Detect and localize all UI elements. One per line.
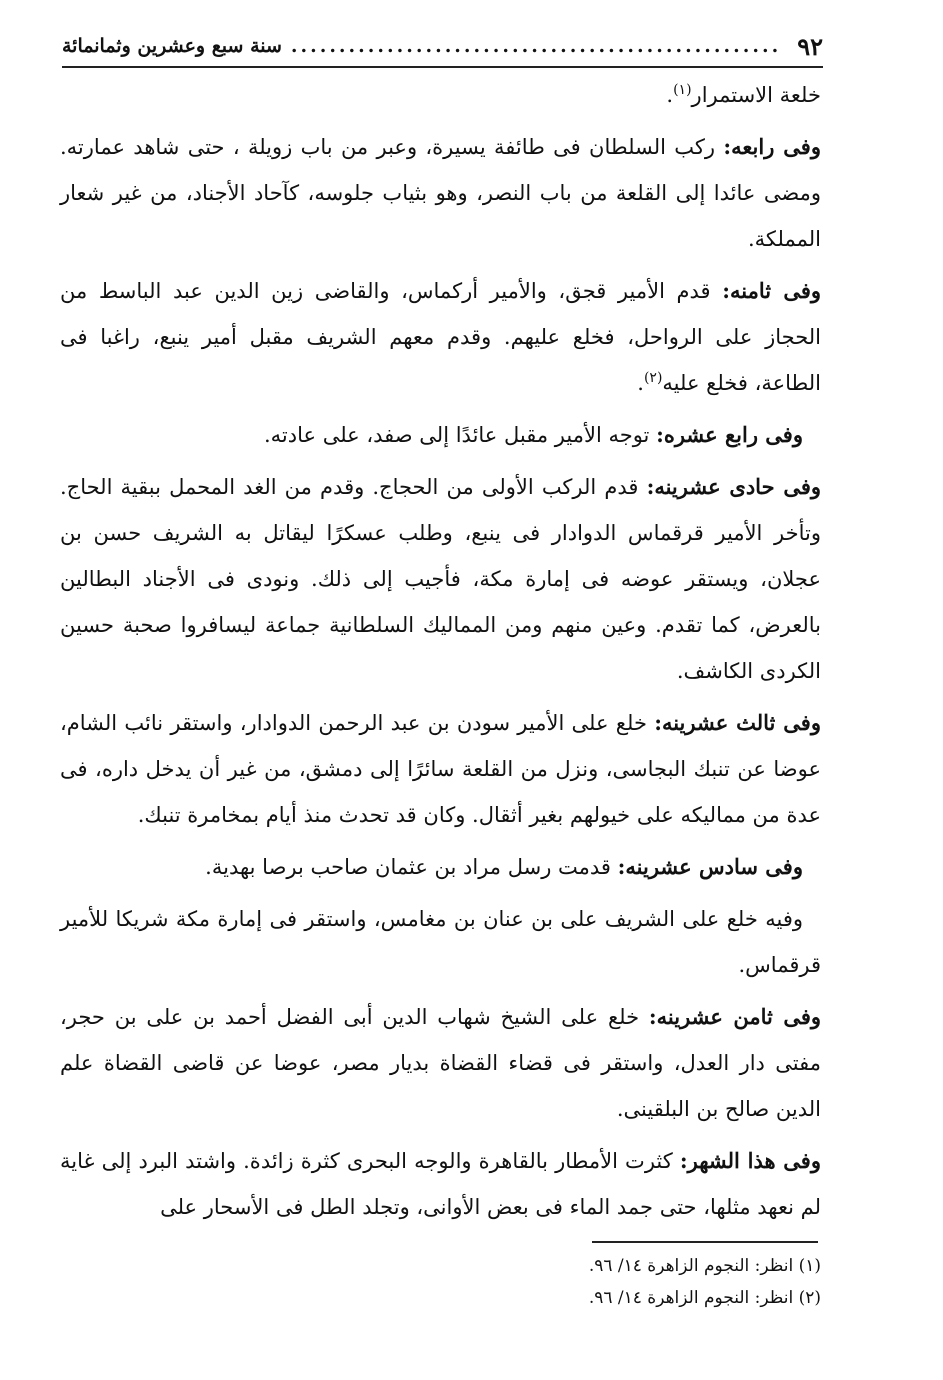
paragraph: وفى ثالث عشرينه: خلع على الأمير سودن بن عبد الرحمن الدوادار، واستقر نائب الشام، عوضا عن تنبك البجاسى، ونزل من القلعة سائرًا إلى دمشق، من غير أن يدخل داره، فى عدة من مماليكه على خيولهم بغير أثقال. وكان قد تحدث منذ أيام بمخامرة تنبك. bbox=[60, 710, 821, 827]
running-title: سنة سبع وعشرين وثمانمائة bbox=[62, 35, 282, 57]
footnote: (١) انظر: النجوم الزاهرة ١٤/ ٩٦. bbox=[588, 1256, 821, 1276]
footnotes bbox=[360, 1250, 821, 1314]
footnote-ref: (١) bbox=[673, 82, 692, 98]
date-label: وفى رابع عشره: bbox=[656, 422, 803, 447]
paragraph: وفى سادس عشرينه: قدمت رسل مراد بن عثمان صاحب برصا بهدية. bbox=[205, 854, 803, 879]
page-number: ٩٢ bbox=[797, 31, 823, 61]
paragraph: وفيه خلع على الشريف على بن عنان بن مغامس، واستقر فى إمارة مكة شريكا للأمير قرقماس. bbox=[60, 907, 821, 977]
paragraph: خلعة الاستمرار$^{(١)}$. bbox=[666, 82, 821, 107]
date-label: وفى هذا الشهر: bbox=[679, 1148, 821, 1173]
paragraph: وفى ثامن عشرينه: خلع على الشيخ شهاب الدين أبى الفضل أحمد بن على بن حجر، مفتى دار العدل، واستقر فى قضاء القضاة بديار مصر، عوضا عن قاضى القضاة علم الدين صالح بن البلقينى. bbox=[60, 1004, 822, 1121]
footnote-separator bbox=[592, 1241, 818, 1243]
running-header bbox=[62, 26, 823, 68]
footnote: (٢) انظر: النجوم الزاهرة ١٤/ ٩٦. bbox=[588, 1288, 821, 1308]
paragraph: وفى رابعه: ركب السلطان فى طائفة يسيرة، وعبر من باب زويلة ، حتى شاهد عمارته. ومضى عائدا إلى القلعة من باب النصر، وهو بثياب جلوسه، كآحاد الأجناد، من غير شعار المملكة. bbox=[60, 134, 821, 251]
main-text bbox=[60, 72, 821, 1236]
date-label: وفى حادى عشرينه: bbox=[646, 474, 821, 499]
footnote-ref: (٢) bbox=[643, 370, 663, 386]
date-label: وفى ثامنه: bbox=[722, 278, 821, 303]
paragraph: وفى هذا الشهر: كثرت الأمطار بالقاهرة والوجه البحرى كثرة زائدة. واشتد البرد إلى غاية لم نعهد مثلها، حتى جمد الماء فى بعض الأوانى، وتجلد الطل فى الأسحار على bbox=[60, 1148, 821, 1219]
date-label: وفى ثالث عشرينه: bbox=[654, 710, 821, 735]
date-label: وفى رابعه: bbox=[723, 134, 821, 159]
header-dot-leader bbox=[288, 35, 781, 57]
paragraph: وفى ثامنه: قدم الأمير قجق، والأمير أركماس، والقاضى زين الدين عبد الباسط من الحجاز على الرواحل، فخلع عليهم. وقدم معهم الشريف مقبل أمير ينبع، راغبا فى الطاعة، فخلع عليه$^{(٢)}$. bbox=[60, 278, 821, 395]
date-label: وفى ثامن عشرينه: bbox=[648, 1004, 822, 1029]
date-label: وفى سادس عشرينه: bbox=[617, 854, 803, 879]
paragraph: وفى حادى عشرينه: قدم الركب الأولى من الحجاج. وقدم من الغد المحمل ببقية الحاج. وتأخر الأمير قرقماس الدوادار فى ينبع، وطلب عسكرًا ليقاتل به الشريف حسن بن عجلان، ويستقر عوضه فى إمارة مكة، فأجيب إلى ذلك. ونودى فى الأجناد البطالين بالعرض، كما تقدم. وعين منهم ومن المماليك السلطانية جماعة ليسافروا صحبة حسين الكردى الكاشف. bbox=[60, 474, 821, 683]
paragraph: وفى رابع عشره: توجه الأمير مقبل عائدًا إلى صفد، على عادته. bbox=[263, 422, 803, 447]
